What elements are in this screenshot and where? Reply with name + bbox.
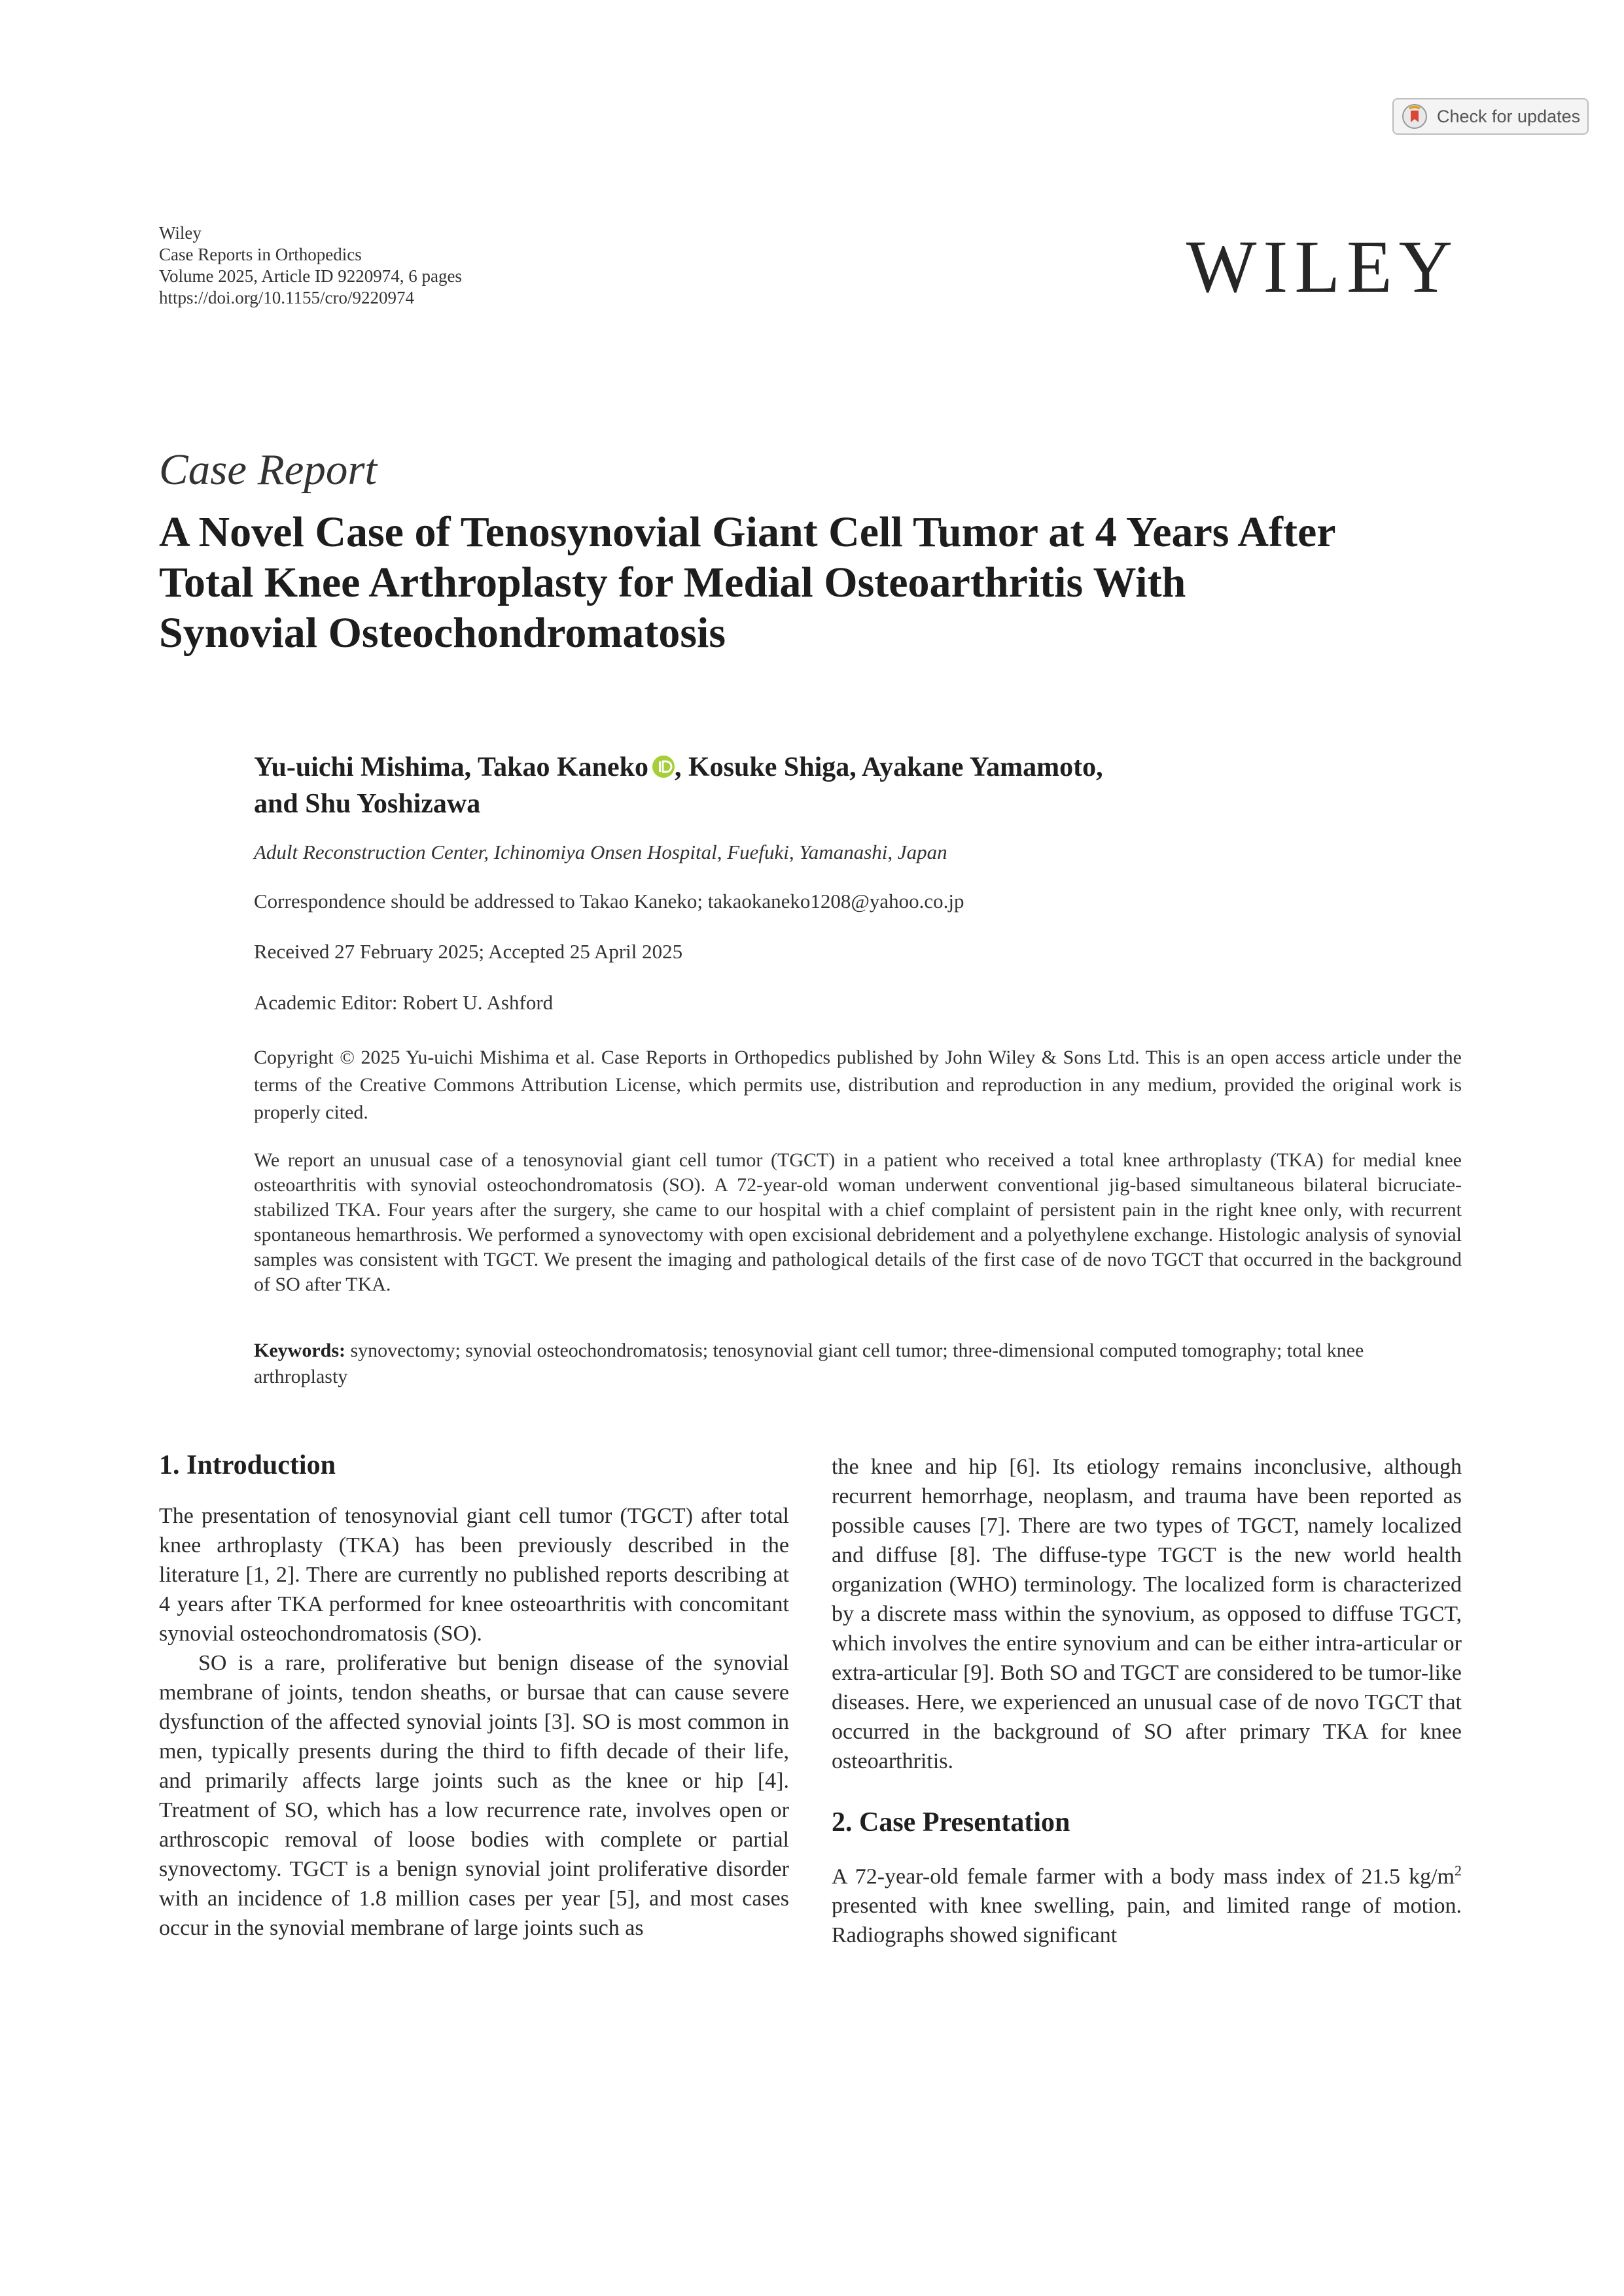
paragraph: The presentation of tenosynovial giant cell tumor (TGCT) after total knee arthroplasty (TKA) has been previously described in the literature [1, 2]. There are currently no published reports describing at 4 years after TKA performed for knee osteoarthritis with concomitant synovial osteochondromatosis (SO). bbox=[159, 1504, 789, 1646]
abstract: We report an unusual case of a tenosynovial giant cell tumor (TGCT) in a patient who received a total knee arthroplasty (TKA) for medial knee osteoarthritis with synovial osteochondromatosis (SO). A 72-year-old woman underwent conventional jig-based simultaneous bilateral bicruciate-stabilized TKA. Four years after the surgery, she came to our hospital with a chief complaint of persistent pain in the right knee only, with recurrent spontaneous hemarthrosis. We performed a synovectomy with open excisional debridement and a polyethylene exchange. Histologic analysis of synovial samples was consistent with TGCT. We present the imaging and pathological details of the first case of de novo TGCT that occurred in the background of SO after TKA. bbox=[254, 1149, 1462, 1295]
paragraph: the knee and hip [6]. Its etiology remains inconclusive, although recurrent hemorrhage, neoplasm, and trauma have been reported as possible causes [7]. There are two types of TGCT, namely localized and diffuse [8]. The diffuse-type TGCT is the new world health organization (WHO) terminology. The localized form is characterized by a discrete mass within the synovium, as opposed to diffuse TGCT, which involves the entire synovium and can be either intra-articular or extra-articular [9]. Both SO and TGCT are considered to be tumor-like diseases. Here, we experienced an unusual case of de novo TGCT that occurred in the background of SO after primary TKA for knee osteoarthritis. bbox=[832, 1455, 1462, 1773]
keywords-text: synovectomy; synovial osteochondromatosis; tenosynovial giant cell tumor; three-dimensional computed tomography; total knee arthroplasty bbox=[254, 1340, 1364, 1387]
check-for-updates-icon bbox=[1402, 103, 1428, 130]
keywords-label: Keywords: bbox=[254, 1340, 345, 1361]
article-title bbox=[159, 507, 1487, 658]
orcid-icon[interactable] bbox=[652, 756, 675, 778]
title-line: Total Knee Arthroplasty for Medial Osteoarthritis With bbox=[159, 559, 1186, 606]
title-line: Synovial Osteochondromatosis bbox=[159, 609, 726, 657]
article-type: Case Report bbox=[159, 445, 378, 494]
paragraph-text: A 72-year-old female farmer with a body mass index of 21.5 kg/m bbox=[832, 1864, 1455, 1889]
keywords bbox=[254, 1338, 1462, 1390]
section-heading: 2. Case Presentation bbox=[832, 1807, 1070, 1837]
paragraph bbox=[832, 1856, 1462, 1950]
author-list bbox=[254, 749, 1484, 822]
volume-info: Volume 2025, Article ID 9220974, 6 pages bbox=[159, 266, 462, 286]
academic-editor: Academic Editor: Robert U. Ashford bbox=[254, 991, 554, 1014]
check-for-updates-badge[interactable] bbox=[1392, 98, 1589, 135]
authors-text: and Shu Yoshizawa bbox=[254, 789, 481, 819]
copyright-notice: Copyright © 2025 Yu-uichi Mishima et al. Case Reports in Orthopedics published by John Wiley & Sons Ltd. This is an open access article under the terms of the Creative Commons Attribution License, which permits use, distribution and reproduction in any medium, provided the original work is properly cited. bbox=[254, 1047, 1462, 1123]
paragraph-text: presented with knee swelling, pain, and limited range of motion. Radiographs showed significant bbox=[832, 1894, 1462, 1948]
right-column bbox=[832, 1452, 1462, 1950]
paragraph: SO is a rare, proliferative but benign disease of the synovial membrane of joints, tendon sheaths, or bursae that can cause severe dysfunction of the affected synovial joints [3]. SO is most common in men, typically presents during the third to fifth decade of their life, and primarily affects large joints such as the knee or hip [4]. Treatment of SO, which has a low recurrence rate, involves open or arthroscopic removal of loose bodies with complete or partial synovectomy. TGCT is a benign synovial joint proliferative disorder with an incidence of 1.8 million cases per year [5], and most cases occur in the synovial membrane of large joints such as bbox=[159, 1651, 789, 1940]
left-column bbox=[159, 1449, 789, 1943]
publisher-name: Wiley bbox=[159, 223, 202, 243]
superscript: 2 bbox=[1455, 1862, 1462, 1879]
section-heading: 1. Introduction bbox=[159, 1450, 336, 1480]
journal-name: Case Reports in Orthopedics bbox=[159, 245, 362, 264]
authors-text: Yu-uichi Mishima, Takao Kaneko bbox=[254, 752, 648, 782]
authors-text: , Kosuke Shiga, Ayakane Yamamoto, bbox=[674, 752, 1103, 782]
received-dates: Received 27 February 2025; Accepted 25 April 2025 bbox=[254, 940, 683, 963]
title-line: A Novel Case of Tenosynovial Giant Cell Tumor at 4 Years After bbox=[159, 508, 1336, 556]
doi-link[interactable]: https://doi.org/10.1155/cro/9220974 bbox=[159, 288, 414, 307]
correspondence: Correspondence should be addressed to Takao Kaneko; takaokaneko1208@yahoo.co.jp bbox=[254, 890, 964, 913]
check-for-updates-label: Check for updates bbox=[1437, 106, 1581, 126]
affiliation: Adult Reconstruction Center, Ichinomiya Onsen Hospital, Fuefuki, Yamanashi, Japan bbox=[254, 841, 947, 863]
wiley-logo: WILEY bbox=[1186, 225, 1459, 308]
journal-header bbox=[159, 222, 462, 309]
